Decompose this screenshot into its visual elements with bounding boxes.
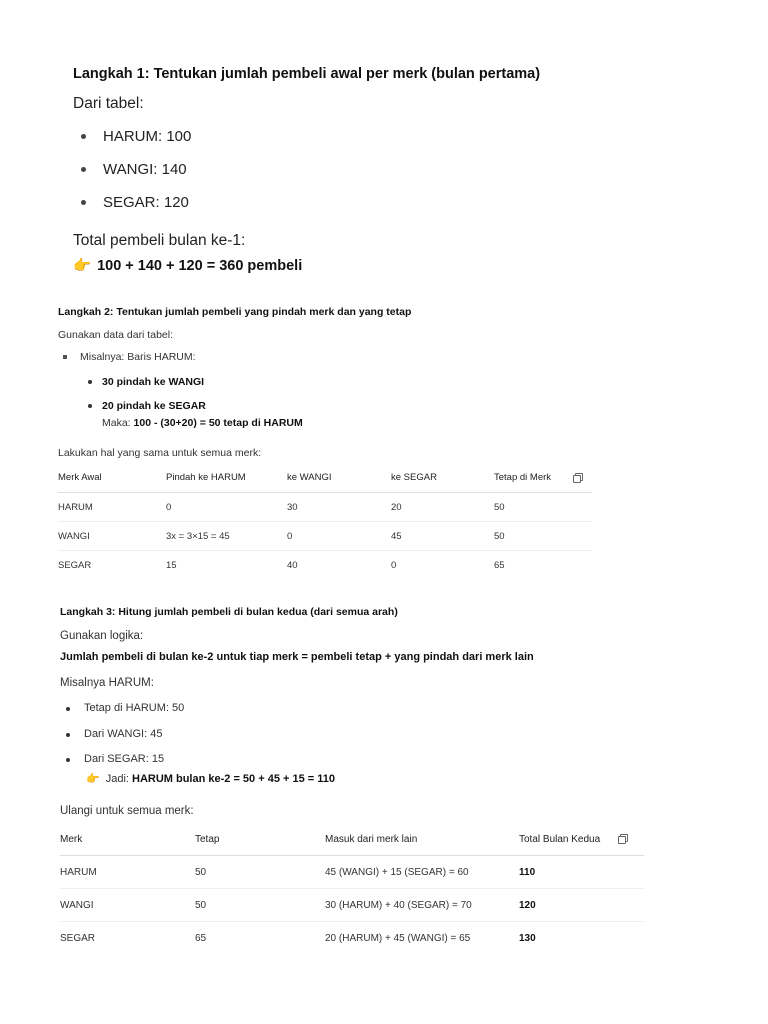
table-cell: 65 bbox=[195, 932, 207, 944]
list-item: Dari SEGAR: 15 bbox=[62, 752, 184, 778]
step2-intro: Gunakan data dari tabel: bbox=[58, 329, 173, 341]
table-header-row bbox=[60, 823, 644, 856]
list-item: WANGI: 140 bbox=[73, 159, 191, 192]
table-cell: 20 (HARUM) + 45 (WANGI) = 65 bbox=[325, 932, 471, 944]
step1-heading: Langkah 1: Tentukan jumlah pembeli awal per merk (bulan pertama) bbox=[73, 66, 541, 82]
step2-conclusion bbox=[102, 417, 303, 429]
column-header: Merk bbox=[60, 823, 195, 856]
table-row bbox=[60, 856, 644, 889]
table-cell: 50 bbox=[494, 493, 592, 522]
table-cell: SEGAR bbox=[58, 559, 92, 571]
table-cell: 50 bbox=[494, 522, 592, 551]
table-cell: 30 bbox=[287, 493, 391, 522]
step3-formula: Jumlah pembeli di bulan ke-2 untuk tiap merk = pembeli tetap + yang pindah dari merk lain bbox=[60, 651, 534, 663]
pointing-hand-icon: 👉 bbox=[73, 258, 92, 274]
table-cell: 30 (HARUM) + 40 (SEGAR) = 70 bbox=[325, 889, 519, 922]
table-cell: WANGI bbox=[58, 522, 166, 551]
column-header: ke SEGAR bbox=[391, 463, 494, 493]
table-cell: 45 bbox=[391, 522, 494, 551]
step1-total-label: Total pembeli bulan ke-1: bbox=[73, 232, 246, 249]
column-header: ke WANGI bbox=[287, 463, 391, 493]
table-cell: 0 bbox=[391, 559, 397, 571]
list-item: 20 pindah ke SEGAR bbox=[84, 399, 206, 423]
table-cell: WANGI bbox=[60, 889, 195, 922]
table-cell: 120 bbox=[519, 889, 644, 922]
step3-result-value: HARUM bulan ke-2 = 50 + 45 + 15 = 110 bbox=[132, 773, 335, 785]
table-row bbox=[60, 922, 644, 955]
table-cell: SEGAR bbox=[60, 932, 96, 944]
table-cell: 0 bbox=[287, 522, 391, 551]
column-header: Merk Awal bbox=[58, 463, 166, 493]
step1-total-value: 100 + 140 + 120 = 360 pembeli bbox=[97, 258, 303, 274]
step3-result bbox=[86, 772, 335, 785]
second-month-table bbox=[60, 823, 644, 954]
table-cell: HARUM bbox=[60, 856, 195, 889]
table-cell: 40 bbox=[287, 559, 298, 571]
list-item: Tetap di HARUM: 50 bbox=[62, 701, 184, 727]
table-cell: 50 bbox=[195, 889, 325, 922]
list-item: HARUM: 100 bbox=[73, 126, 191, 159]
list-item: 30 pindah ke WANGI bbox=[84, 375, 206, 399]
table-row bbox=[58, 522, 592, 551]
table-cell: 130 bbox=[519, 932, 536, 944]
step3-list bbox=[62, 701, 184, 778]
copy-icon[interactable] bbox=[573, 473, 582, 482]
step2-example-item: Misalnya: Baris HARUM: bbox=[58, 351, 196, 363]
table-row bbox=[58, 551, 592, 580]
table-header-row bbox=[58, 463, 592, 493]
step3-result-label: Jadi: bbox=[105, 773, 132, 785]
step3-logic-label: Gunakan logika: bbox=[60, 630, 144, 642]
table-cell: 65 bbox=[494, 559, 505, 571]
table-cell: 45 (WANGI) + 15 (SEGAR) = 60 bbox=[325, 856, 519, 889]
list-item: Dari WANGI: 45 bbox=[62, 727, 184, 753]
column-header-label: Total Bulan Kedua bbox=[519, 833, 601, 845]
table-cell: 50 bbox=[195, 856, 325, 889]
step1-subtitle: Dari tabel: bbox=[73, 95, 144, 112]
table-row bbox=[60, 889, 644, 922]
pointing-hand-icon: 👉 bbox=[86, 772, 100, 785]
column-header bbox=[519, 823, 644, 856]
table-cell: HARUM bbox=[58, 493, 166, 522]
copy-icon[interactable] bbox=[618, 834, 627, 843]
step3-heading: Langkah 3: Hitung jumlah pembeli di bulan kedua (dari semua arah) bbox=[60, 606, 398, 618]
list-item: SEGAR: 120 bbox=[73, 192, 191, 225]
table-cell: 20 bbox=[391, 493, 494, 522]
column-header: Masuk dari merk lain bbox=[325, 823, 519, 856]
step2-conclusion-value: 100 - (30+20) = 50 tetap di HARUM bbox=[133, 417, 303, 429]
step2-instruction: Lakukan hal yang sama untuk semua merk: bbox=[58, 447, 262, 459]
step3-repeat-label: Ulangi untuk semua merk: bbox=[60, 805, 194, 817]
table-cell: 0 bbox=[166, 493, 287, 522]
transfer-table bbox=[58, 463, 592, 579]
step2-heading: Langkah 2: Tentukan jumlah pembeli yang pindah merk dan yang tetap bbox=[58, 306, 412, 318]
column-header-label: Tetap di Merk bbox=[494, 472, 552, 483]
table-row bbox=[58, 493, 592, 522]
column-header: Tetap bbox=[195, 823, 325, 856]
table-cell: 110 bbox=[519, 856, 644, 889]
table-cell: 3x = 3×15 = 45 bbox=[166, 522, 287, 551]
step2-conclusion-label: Maka: bbox=[102, 417, 134, 429]
column-header: Pindah ke HARUM bbox=[166, 463, 287, 493]
column-header bbox=[494, 463, 592, 493]
step1-brand-list bbox=[73, 126, 191, 225]
step2-sub-list bbox=[84, 375, 206, 423]
step1-total-calc bbox=[73, 257, 302, 274]
step3-example-label: Misalnya HARUM: bbox=[60, 677, 154, 689]
table-cell: 15 bbox=[166, 559, 177, 571]
